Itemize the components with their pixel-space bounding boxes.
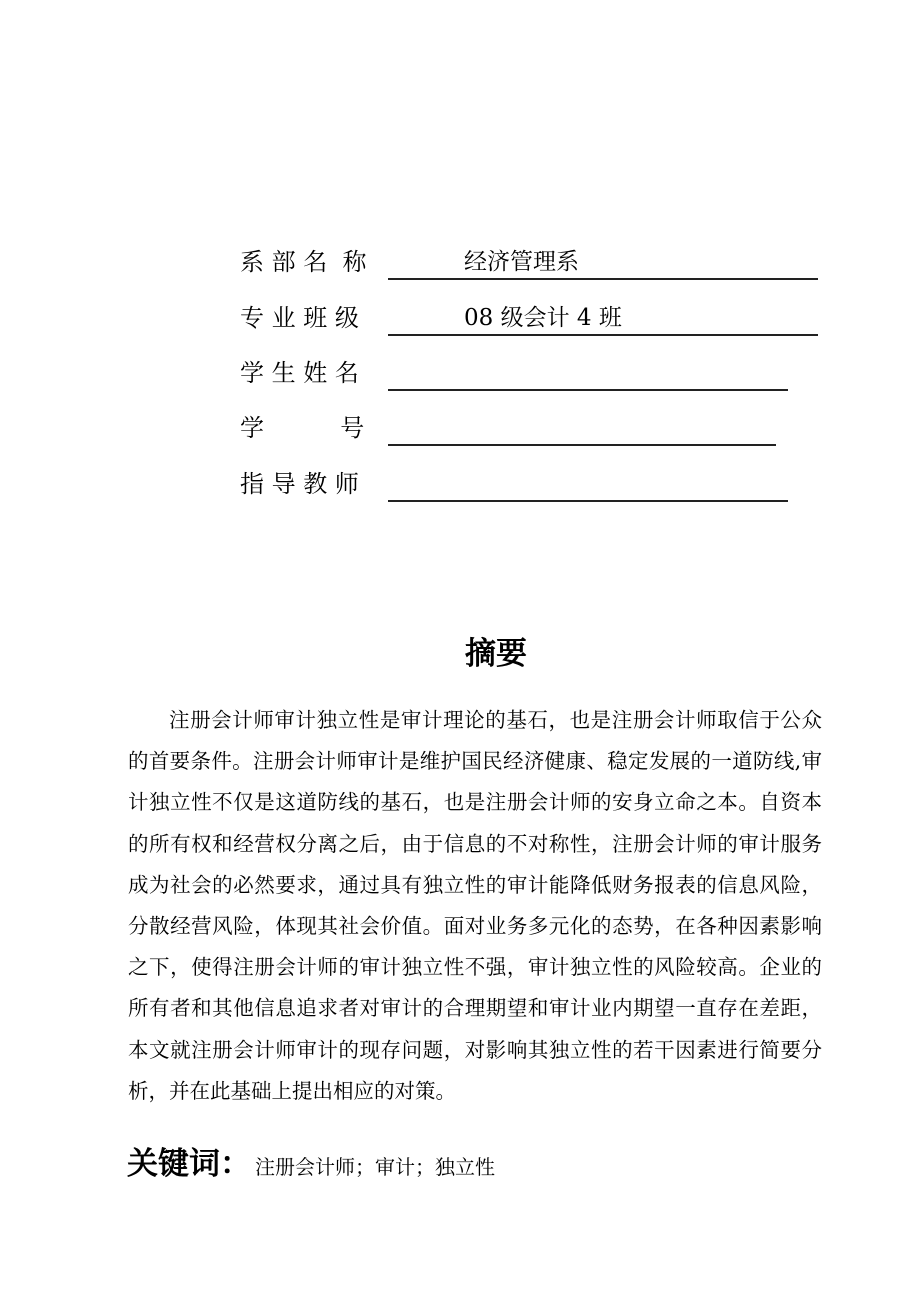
class-value: 08 级会计 4 班 xyxy=(464,305,622,331)
abstract-body: 注册会计师审计独立性是审计理论的基石，也是注册会计师取信于公众的首要条件。注册会计师审计是维护国民经济健康、稳定发展的一道防线,审计独立性不仅是这道防线的基石，也是注册会计师的安身立命之本。自资本的所有权和经营权分离之后，由于信息的不对称性，注册会计师的审计服务成为社会的必然要求，通过具有独立性的审计能降低财务报表的信息风险，分散经营风险，体现其社会价值。面对业务多元化的态势，在各种因素影响之下，使得注册会计师的审计独立性不强，审计独立性的风险较高。企业的所有者和其他信息追求者对审计的合理期望和审计业内期望一直存在差距，本文就注册会计师审计的现存问题，对影响其独立性的若干因素进行简要分析，并在此基础上提出相应的对策。 xyxy=(128,708,822,1103)
student-name-label: 学 生 姓 名 xyxy=(240,359,359,387)
keywords-text: 注册会计师；审计；独立性 xyxy=(255,1155,495,1179)
class-label: 专 业 班 级 xyxy=(240,304,359,332)
department-value: 经济管理系 xyxy=(464,249,579,275)
student-name-underline xyxy=(388,389,788,391)
student-id-label: 学 号 xyxy=(240,414,365,442)
advisor-underline xyxy=(388,500,788,502)
department-underline xyxy=(388,278,818,280)
abstract-title: 摘要 xyxy=(465,636,527,672)
keywords-label: 关键词： xyxy=(127,1146,251,1182)
student-id-underline xyxy=(388,444,776,446)
advisor-label: 指 导 教 师 xyxy=(240,470,359,498)
department-label: 系 部 名 称 xyxy=(240,248,367,276)
keywords-line xyxy=(127,1138,495,1183)
